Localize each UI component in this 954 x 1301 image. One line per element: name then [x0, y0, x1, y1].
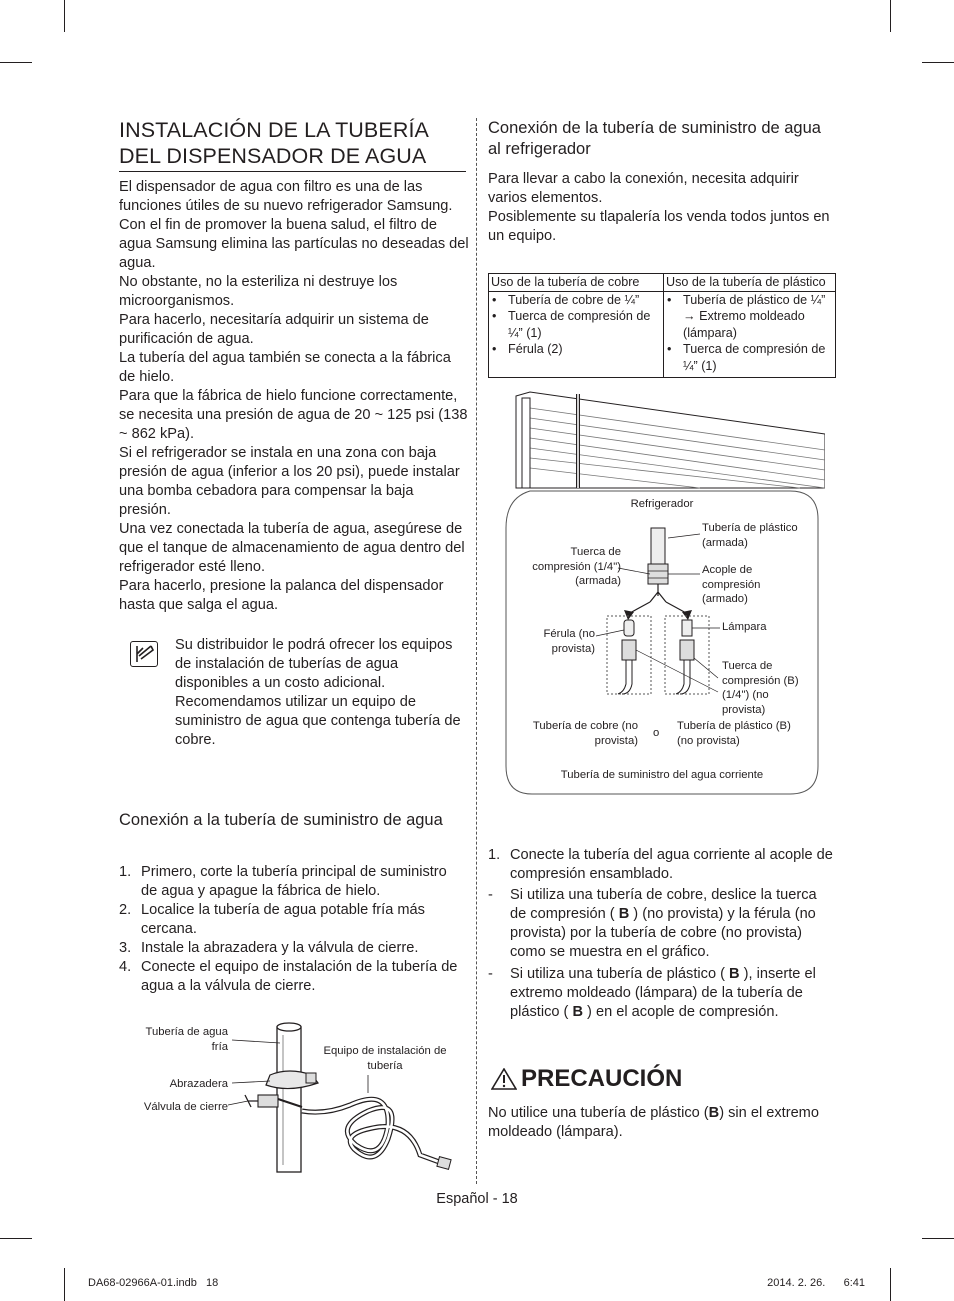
- step-text: Conecte el equipo de instalación de la tubería de agua a la válvula de cierre.: [141, 959, 458, 994]
- list-item: [119, 863, 467, 901]
- crop-mark: [64, 1268, 65, 1301]
- dash-text: Si utiliza una tubería de cobre, deslice la tuerca de compresión (: [510, 887, 817, 922]
- step-number: 4.: [119, 959, 132, 975]
- figure-label-clamp: Abrazadera: [169, 1078, 228, 1090]
- dash-text: ) (no provista) y la férula (no provista) por la tubería de cobre (no provista) como se muestra en el gráfico.: [510, 906, 816, 960]
- intro-line: Para llevar a cabo la conexión, necesita adquirir varios elementos.: [488, 171, 799, 206]
- connection-heading: Conexión de la tubería de suministro de agua al refrigerador: [488, 119, 821, 158]
- dash-marker: -: [488, 887, 493, 903]
- pencil-note-icon: [131, 642, 157, 666]
- list-item: • Tuerca de compresión de ¼” (1): [666, 341, 833, 374]
- intro-paragraph: Para que la fábrica de hielo funcione correctamente, se necesita una presión de agua de 20 ~ 125 psi (138 ~ 862 kPa).: [119, 388, 468, 442]
- bold-b: B: [708, 1105, 720, 1121]
- diagram-label-plastic-tube: Tubería de plástico (armada): [702, 522, 798, 549]
- bold-b: B: [729, 966, 740, 982]
- intro-line: Posiblemente su tlapalería los venda todos juntos en un equipo.: [488, 209, 830, 244]
- diagram-label-compression-nut-b: Tuerca de compresión (B) (1/4") (no provista): [722, 660, 799, 716]
- note-icon: [130, 641, 158, 667]
- column-divider: [476, 118, 477, 1184]
- title-rule: [119, 171, 466, 172]
- intro-text: [119, 178, 469, 615]
- intro-paragraph: No obstante, no la esteriliza ni destruye los microorganismos.: [119, 274, 398, 309]
- diagram-label-ferrule: Férula (no provista): [543, 628, 595, 655]
- figure-label-install-kit: Equipo de instalación de tubería: [323, 1045, 447, 1072]
- step-text: Localice la tubería de agua potable fría más cercana.: [141, 902, 425, 937]
- dash-marker: -: [488, 966, 493, 982]
- list-item: [488, 886, 833, 962]
- caution-text: [488, 1104, 838, 1142]
- list-item: • Tubería de plástico de ¼” → Extremo moldeado (lámpara): [666, 292, 833, 342]
- intro-paragraph: Para hacerlo, presione la palanca del dispensador hasta que salga el agua.: [119, 578, 444, 613]
- intro-paragraph: Una vez conectada la tubería de agua, asegúrese de que el tanque de almacenamiento de agua dentro del refrigerador esté lleno.: [119, 521, 465, 575]
- diagram-label-lamp: Lámpara: [722, 621, 767, 633]
- dash-text: Si utiliza una tubería de plástico (: [510, 966, 730, 982]
- intro-paragraph: La tubería del agua también se conecta a la fábrica de hielo.: [119, 350, 451, 385]
- list-item: • Tubería de cobre de ¼”: [491, 292, 661, 309]
- connection-intro: [488, 170, 833, 246]
- bold-b: B: [618, 906, 630, 922]
- crop-mark: [922, 62, 954, 63]
- intro-paragraph: El dispensador de agua con filtro es una de las funciones útiles de su nuevo refrigerador Samsung. Con el fin de promover la buena salud, el filtro de agua Samsung elimina las partículas no deseadas del agua.: [119, 179, 469, 271]
- footer-file-name: DA68-02966A-01.indb 18: [88, 1277, 219, 1289]
- list-item: [488, 965, 833, 1022]
- diagram-label-or: o: [653, 727, 660, 739]
- diagram-label-fridge: Refrigerador: [630, 498, 694, 510]
- step-text: Primero, corte la tubería principal de suministro de agua y apague la fábrica de hielo.: [141, 864, 447, 899]
- intro-paragraph: Si el refrigerador se instala en una zona con baja presión de agua (inferior a los 20 psi), puede instalar una bomba cebadora para compensar la baja presión.: [119, 445, 460, 518]
- note-text: Su distribuidor le podrá ofrecer los equipos de instalación de tuberías de agua disponibles a un costo adicional. Recomendamos utilizar un equipo de suministro de agua que contenga tubería de cobre.: [175, 637, 461, 748]
- crop-mark: [890, 0, 891, 32]
- list-item: • Tuerca de compresión de ¼” (1): [491, 308, 661, 341]
- parts-table: [488, 273, 836, 378]
- step-number: 1.: [119, 864, 132, 880]
- connection-instructions: [488, 844, 833, 1022]
- step-text: Conecte la tubería del agua corriente al acople de compresión ensamblado.: [510, 847, 833, 882]
- diagram-label-current-supply: Tubería de suministro del agua corriente: [560, 769, 764, 781]
- figure-label-shutoff-valve: Válvula de cierre: [143, 1101, 228, 1113]
- warning-icon: [491, 1068, 517, 1090]
- figure-label-cold-pipe: Tubería de agua fría: [145, 1026, 228, 1053]
- step-number: 1.: [488, 847, 501, 863]
- diagram-label-plastic-tube-b: Tubería de plástico (B) (no provista): [677, 720, 791, 747]
- dash-text: ) en el acople de compresión.: [583, 1004, 779, 1020]
- crop-mark: [890, 1268, 891, 1301]
- page-number: Español - 18: [436, 1191, 518, 1207]
- table-header-copper: Uso de la tubería de cobre: [489, 274, 664, 292]
- section-title: INSTALACIÓN DE LA TUBERÍA DEL DISPENSADOR DE AGUA: [119, 118, 428, 168]
- list-item: [119, 901, 467, 939]
- intro-paragraph: Para hacerlo, necesitaría adquirir un sistema de purificación de agua.: [119, 312, 429, 347]
- step-text: Instale la abrazadera y la válvula de cierre.: [141, 940, 419, 956]
- caution-text-part: ) sin el extremo moldeado (lámpara).: [488, 1105, 819, 1140]
- crop-mark: [64, 0, 65, 32]
- step-number: 3.: [119, 940, 132, 956]
- crop-mark: [0, 62, 32, 63]
- table-cell-plastic: [664, 291, 836, 378]
- crop-mark: [0, 1238, 32, 1239]
- caution-text-part: No utilice una tubería de plástico (: [488, 1105, 709, 1121]
- list-item: [488, 846, 833, 884]
- supply-heading: Conexión a la tubería de suministro de agua: [119, 811, 443, 829]
- list-item: [119, 958, 467, 996]
- list-item: • Férula (2): [491, 341, 661, 358]
- dash-text: ), inserte el extremo moldeado (lámpara) de la tubería de plástico (: [510, 966, 816, 1020]
- diagram-label-compression-nut: Tuerca de compresión (1/4") (armada): [532, 546, 621, 587]
- footer-timestamp: 2014. 2. 26. 6:41: [767, 1277, 865, 1289]
- crop-mark: [922, 1238, 954, 1239]
- list-item: [119, 939, 467, 958]
- bold-b: B: [572, 1004, 583, 1020]
- supply-steps: [119, 863, 467, 996]
- step-number: 2.: [119, 902, 132, 918]
- table-header-plastic: Uso de la tubería de plástico: [664, 274, 836, 292]
- diagram-label-coupling: Acople de compresión (armado): [702, 564, 761, 605]
- table-cell-copper: [489, 291, 664, 378]
- caution-title: PRECAUCIÓN: [521, 1065, 683, 1092]
- diagram-label-copper-tube: Tubería de cobre (no provista): [532, 720, 638, 747]
